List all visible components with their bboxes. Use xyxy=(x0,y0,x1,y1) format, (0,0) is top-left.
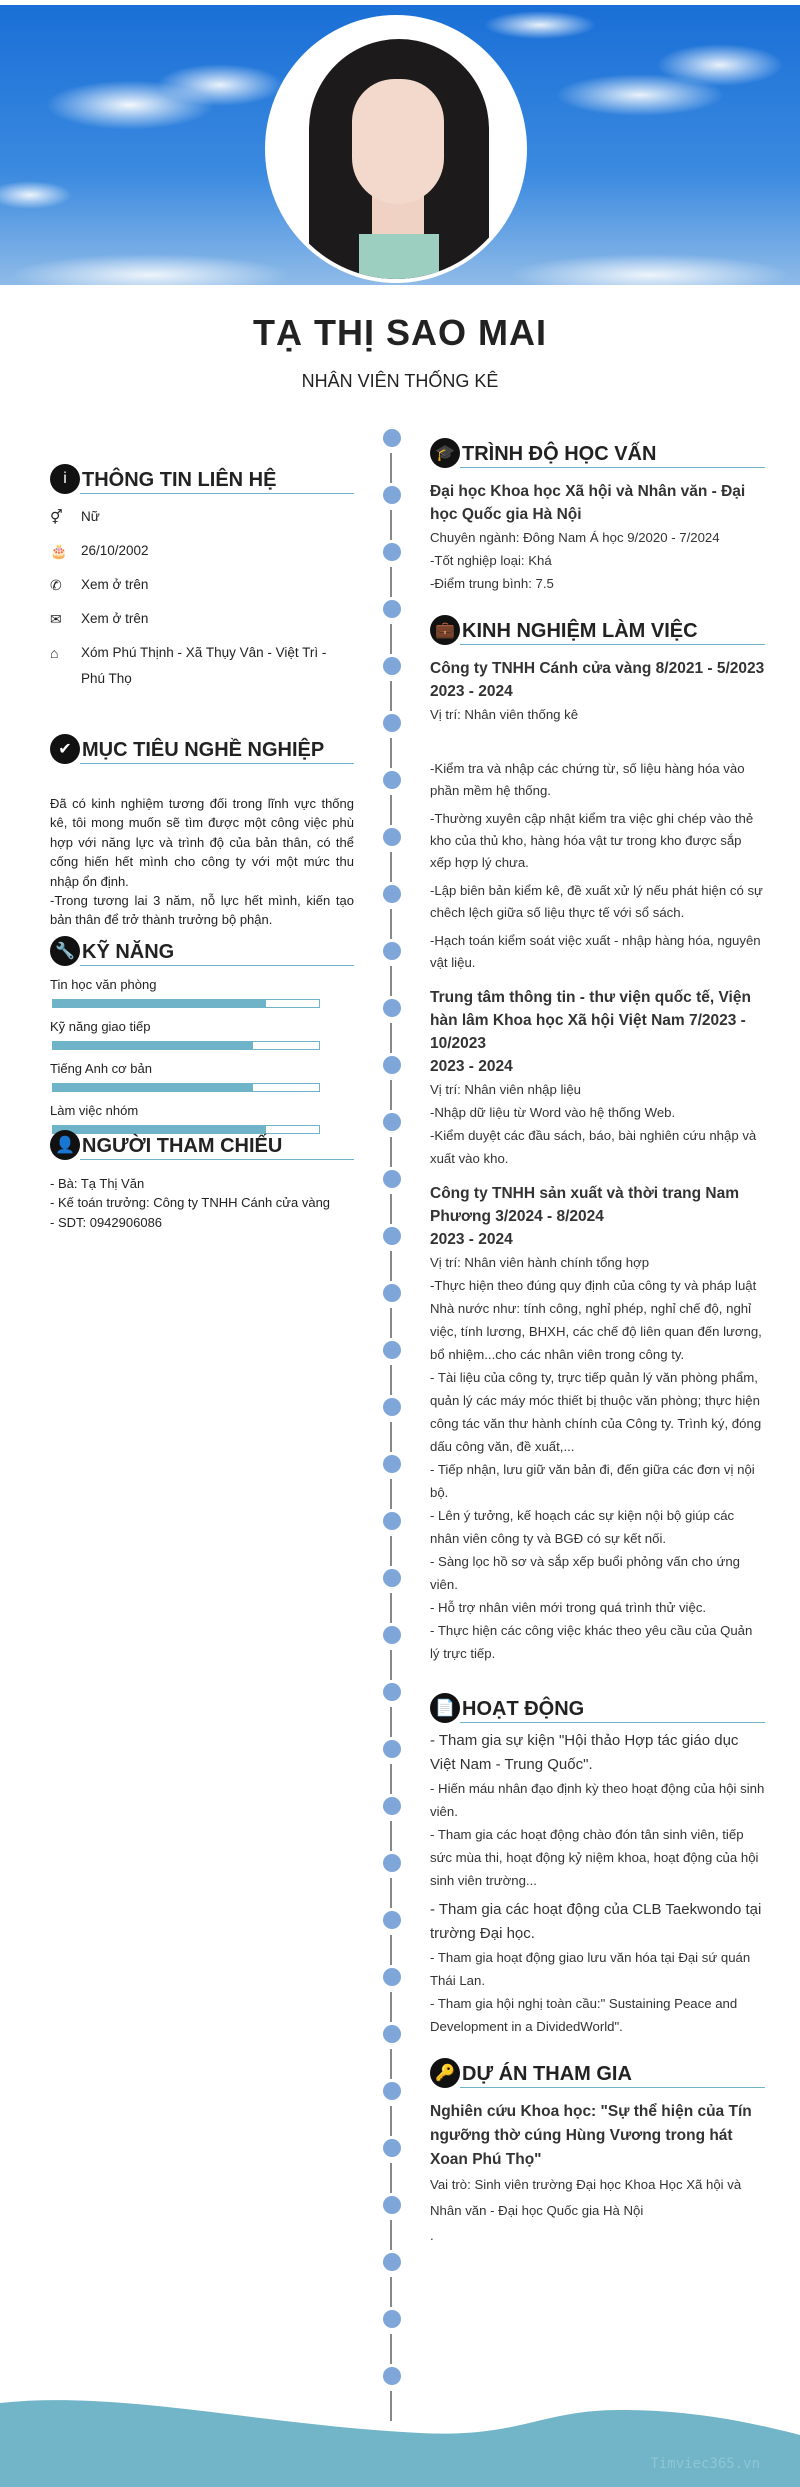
birthday-value: 26/10/2002 xyxy=(81,543,149,558)
job-task: -Thực hiện theo đúng quy định của công ty và pháp luật Nhà nước như: tính công, nghỉ phép, nghỉ chế độ, nghỉ việc, tính lương, BHXH, các chế độ liên quan đến lương, bổ nhiệm...cho các nhân viên trong công ty. xyxy=(430,1278,762,1362)
timeline-dot xyxy=(383,1569,401,1587)
job-task: -Kiểm duyệt các đầu sách, báo, bài nghiên cứu nhập và xuất vào kho. xyxy=(430,1128,757,1166)
education-line: -Tốt nghiệp loại: Khá xyxy=(430,553,552,568)
job-task: -Hạch toán kiểm soát việc xuất - nhập hàng hóa, nguyên vật liệu. xyxy=(430,933,761,970)
watermark: Timviec365.vn xyxy=(650,2456,760,2472)
activity-item: - Tham gia các hoạt động chào đón tân sinh viên, tiếp sức mùa thi, hoạt động kỷ niệm khoa, hoạt động của hội sinh viên trường... xyxy=(430,1827,759,1888)
timeline-dot xyxy=(383,885,401,903)
skills-section xyxy=(50,934,354,1134)
timeline-dot xyxy=(383,1284,401,1302)
timeline-dot xyxy=(383,942,401,960)
job-position: Vị trí: Nhân viên thống kê xyxy=(430,707,579,722)
contact-section xyxy=(50,462,354,692)
reference-line: - Bà: Tạ Thị Văn xyxy=(50,1176,145,1191)
timeline-dot xyxy=(383,1341,401,1359)
job-company: Công ty TNHH Cánh cửa vàng 8/2021 - 5/2023 xyxy=(430,660,765,677)
timeline-dot xyxy=(383,1797,401,1815)
skill-name: Kỹ năng giao tiếp xyxy=(50,1019,151,1034)
timeline-dot xyxy=(383,1512,401,1530)
birthday-cake-icon: 🎂 xyxy=(50,543,68,559)
job-period: 2023 - 2024 xyxy=(430,1058,513,1075)
phone-value: Xem ở trên xyxy=(81,577,149,592)
footer-wave xyxy=(0,2395,800,2487)
objective-text: -Trong tương lai 3 năm, nỗ lực hết mình, kiến tạo bản thân để trở thành trưởng bộ phận. xyxy=(50,893,354,928)
job-company: Trung tâm thông tin - thư viện quốc tế, Viện hàn lâm Khoa học Xã hội Việt Nam 7/2023 - 10/2023 xyxy=(430,989,751,1052)
whatsapp-phone-icon: ✆ xyxy=(50,577,62,593)
timeline-dot xyxy=(383,1056,401,1074)
timeline-dot xyxy=(383,1854,401,1872)
references-section xyxy=(50,1128,354,1232)
timeline-dot xyxy=(383,2082,401,2100)
skill-item xyxy=(50,1060,354,1092)
reference-line: - SDT: 0942906086 xyxy=(50,1214,163,1230)
job-task: - Hỗ trợ nhân viên mới trong quá trình thử việc. xyxy=(430,1600,707,1615)
timeline-dot xyxy=(383,1113,401,1131)
check-icon: ✔ xyxy=(50,734,80,764)
skill-bar xyxy=(52,1041,320,1050)
gender-icon: ⚥ xyxy=(50,509,63,525)
project-name: Nghiên cứu Khoa học: "Sự thể hiện của Tín ngưỡng thờ cúng Hùng Vương trong hát Xoan Phú Thọ" xyxy=(430,2103,752,2168)
timeline-dot xyxy=(383,2367,401,2385)
wrench-icon: 🔧 xyxy=(50,936,80,966)
skill-bar-fill xyxy=(53,1084,253,1091)
timeline-dot xyxy=(383,1911,401,1929)
timeline-dot xyxy=(383,657,401,675)
timeline-dot xyxy=(383,1398,401,1416)
job-task: - Lên ý tưởng, kế hoạch các sự kiện nội bộ giúp các nhân viên công ty và BGĐ có sự kết nối. xyxy=(430,1508,735,1546)
candidate-name: TẠ THỊ SAO MAI xyxy=(253,312,547,353)
skill-item xyxy=(50,1018,354,1050)
job-task: - Sàng lọc hồ sơ và sắp xếp buổi phỏng vấn cho ứng viên. xyxy=(430,1554,741,1592)
activity-item: - Hiến máu nhân đạo định kỳ theo hoạt động của hội sinh viên. xyxy=(430,1781,765,1819)
job-task: -Kiểm tra và nhập các chứng từ, số liệu hàng hóa vào phần mềm hệ thống. xyxy=(430,761,745,798)
section-title: KINH NGHIỆM LÀM VIỆC xyxy=(460,618,765,645)
info-icon: i xyxy=(50,464,80,494)
activity-item: - Tham gia sự kiện "Hội thảo Hợp tác giáo dục Việt Nam - Trung Quốc". xyxy=(430,1732,739,1773)
skill-name: Tiếng Anh cơ bản xyxy=(50,1061,153,1076)
school-name: Đại học Khoa học Xã hội và Nhân văn - Đại học Quốc gia Hà Nội xyxy=(430,483,746,523)
timeline-dot xyxy=(383,2253,401,2271)
timeline-dot xyxy=(383,1683,401,1701)
section-title: DỰ ÁN THAM GIA xyxy=(460,2061,765,2088)
timeline-dot xyxy=(383,2310,401,2328)
timeline-dot xyxy=(383,1626,401,1644)
job-task: -Thường xuyên cập nhật kiểm tra việc ghi chép vào thẻ kho của thủ kho, hàng hóa vật tư trong kho được sắp xếp hợp lý chưa. xyxy=(430,811,754,870)
activity-item: - Tham gia các hoạt động của CLB Taekwondo tại trường Đại học. xyxy=(430,1901,762,1942)
skill-bar-fill xyxy=(53,1000,266,1007)
section-title: TRÌNH ĐỘ HỌC VẤN xyxy=(460,441,765,468)
briefcase-icon: 💼 xyxy=(430,615,460,645)
timeline-dot xyxy=(383,429,401,447)
timeline-dot xyxy=(383,1968,401,1986)
skill-name: Tin học văn phòng xyxy=(50,977,157,992)
user-icon: 👤 xyxy=(50,1130,80,1160)
job-company: Công ty TNHH sản xuất và thời trang Nam Phương 3/2024 - 8/2024 xyxy=(430,1185,740,1225)
timeline-dot xyxy=(383,2139,401,2157)
reference-line: - Kế toán trưởng: Công ty TNHH Cánh cửa vàng xyxy=(50,1195,331,1211)
timeline-dot xyxy=(383,999,401,1017)
timeline-dot xyxy=(383,1170,401,1188)
key-icon: 🔑 xyxy=(430,2058,460,2088)
timeline-dot xyxy=(383,714,401,732)
skill-bar-fill xyxy=(53,1042,253,1049)
envelope-icon: ✉ xyxy=(50,611,62,627)
timeline-dot xyxy=(383,486,401,504)
gender-value: Nữ xyxy=(81,509,100,524)
job-task: -Lập biên bản kiểm kê, đề xuất xử lý nếu phát hiện có sự chêch lệch giữa số liệu thực tế với sổ sách. xyxy=(430,883,763,920)
timeline-dot xyxy=(383,600,401,618)
project-note: . xyxy=(430,2228,434,2243)
timeline-dot xyxy=(383,1740,401,1758)
objective-section xyxy=(50,732,354,930)
skill-name: Làm việc nhóm xyxy=(50,1103,139,1118)
job-period: 2023 - 2024 xyxy=(430,683,513,700)
skill-item xyxy=(50,976,354,1008)
timeline-dot xyxy=(383,2025,401,2043)
spacer xyxy=(430,726,765,752)
section-title: HOẠT ĐỘNG xyxy=(460,1696,765,1723)
section-title: THÔNG TIN LIÊN HỆ xyxy=(80,467,354,494)
graduation-cap-icon: 🎓 xyxy=(430,438,460,468)
timeline-dot xyxy=(383,1455,401,1473)
education-line: Chuyên ngành: Đông Nam Á học 9/2020 - 7/2024 xyxy=(430,530,720,545)
timeline-dot xyxy=(383,1227,401,1245)
activity-item: - Tham gia hoạt động giao lưu văn hóa tại Đại sứ quán Thái Lan. xyxy=(430,1950,751,1988)
job-position: Vị trí: Nhân viên nhập liệu xyxy=(430,1082,582,1097)
job-task: - Tài liệu của công ty, trực tiếp quản lý văn phòng phẩm, quản lý các máy móc thiết bị thuộc văn phòng; thực hiện công tác văn thư hành chính của Công ty. Trình ký, đóng dấu công văn, đề xuất,... xyxy=(430,1370,762,1454)
email-value: Xem ở trên xyxy=(81,611,149,626)
skill-bar xyxy=(52,999,320,1008)
skill-bar xyxy=(52,1083,320,1092)
objective-text: Đã có kinh nghiệm tương đối trong lĩnh vực thống kê, tôi mong muốn sẽ tìm được một công việc phù hợp với năng lực và trình độ của bản thân, có thể cống hiến hết mình cho công ty với một mức thu nhập ổn định. xyxy=(50,796,354,889)
job-position: Vị trí: Nhân viên hành chính tổng hợp xyxy=(430,1255,650,1270)
section-title: MỤC TIÊU NGHỀ NGHIỆP xyxy=(80,737,354,764)
job-task: - Tiếp nhận, lưu giữ văn bản đi, đến giữa các đơn vị nội bộ. xyxy=(430,1462,755,1500)
candidate-role: NHÂN VIÊN THỐNG KÊ xyxy=(301,371,499,391)
home-icon: ⌂ xyxy=(50,645,59,661)
document-icon: 📄 xyxy=(430,1693,460,1723)
timeline-dot xyxy=(383,771,401,789)
education-section xyxy=(430,436,765,2247)
project-role: Vai trò: Sinh viên trường Đại học Khoa Học Xã hội và Nhân văn - Đại học Quốc gia Hà Nội xyxy=(430,2177,742,2218)
address-value: Xóm Phú Thịnh - Xã Thụy Vân - Việt Trì - Phú Thọ xyxy=(81,645,327,686)
job-period: 2023 - 2024 xyxy=(430,1231,513,1248)
section-title: KỸ NĂNG xyxy=(80,939,354,966)
timeline-dot xyxy=(383,828,401,846)
education-line: -Điểm trung bình: 7.5 xyxy=(430,576,554,591)
activity-item: - Tham gia hội nghị toàn cầu:" Sustaining Peace and Development in a DividedWorld". xyxy=(430,1996,738,2034)
job-task: -Nhập dữ liệu từ Word vào hệ thống Web. xyxy=(430,1105,676,1120)
timeline-dot xyxy=(383,543,401,561)
section-title: NGƯỜI THAM CHIẾU xyxy=(80,1133,354,1160)
timeline-dot xyxy=(383,2196,401,2214)
job-task: - Thực hiện các công việc khác theo yêu cầu của Quản lý trực tiếp. xyxy=(430,1623,753,1661)
